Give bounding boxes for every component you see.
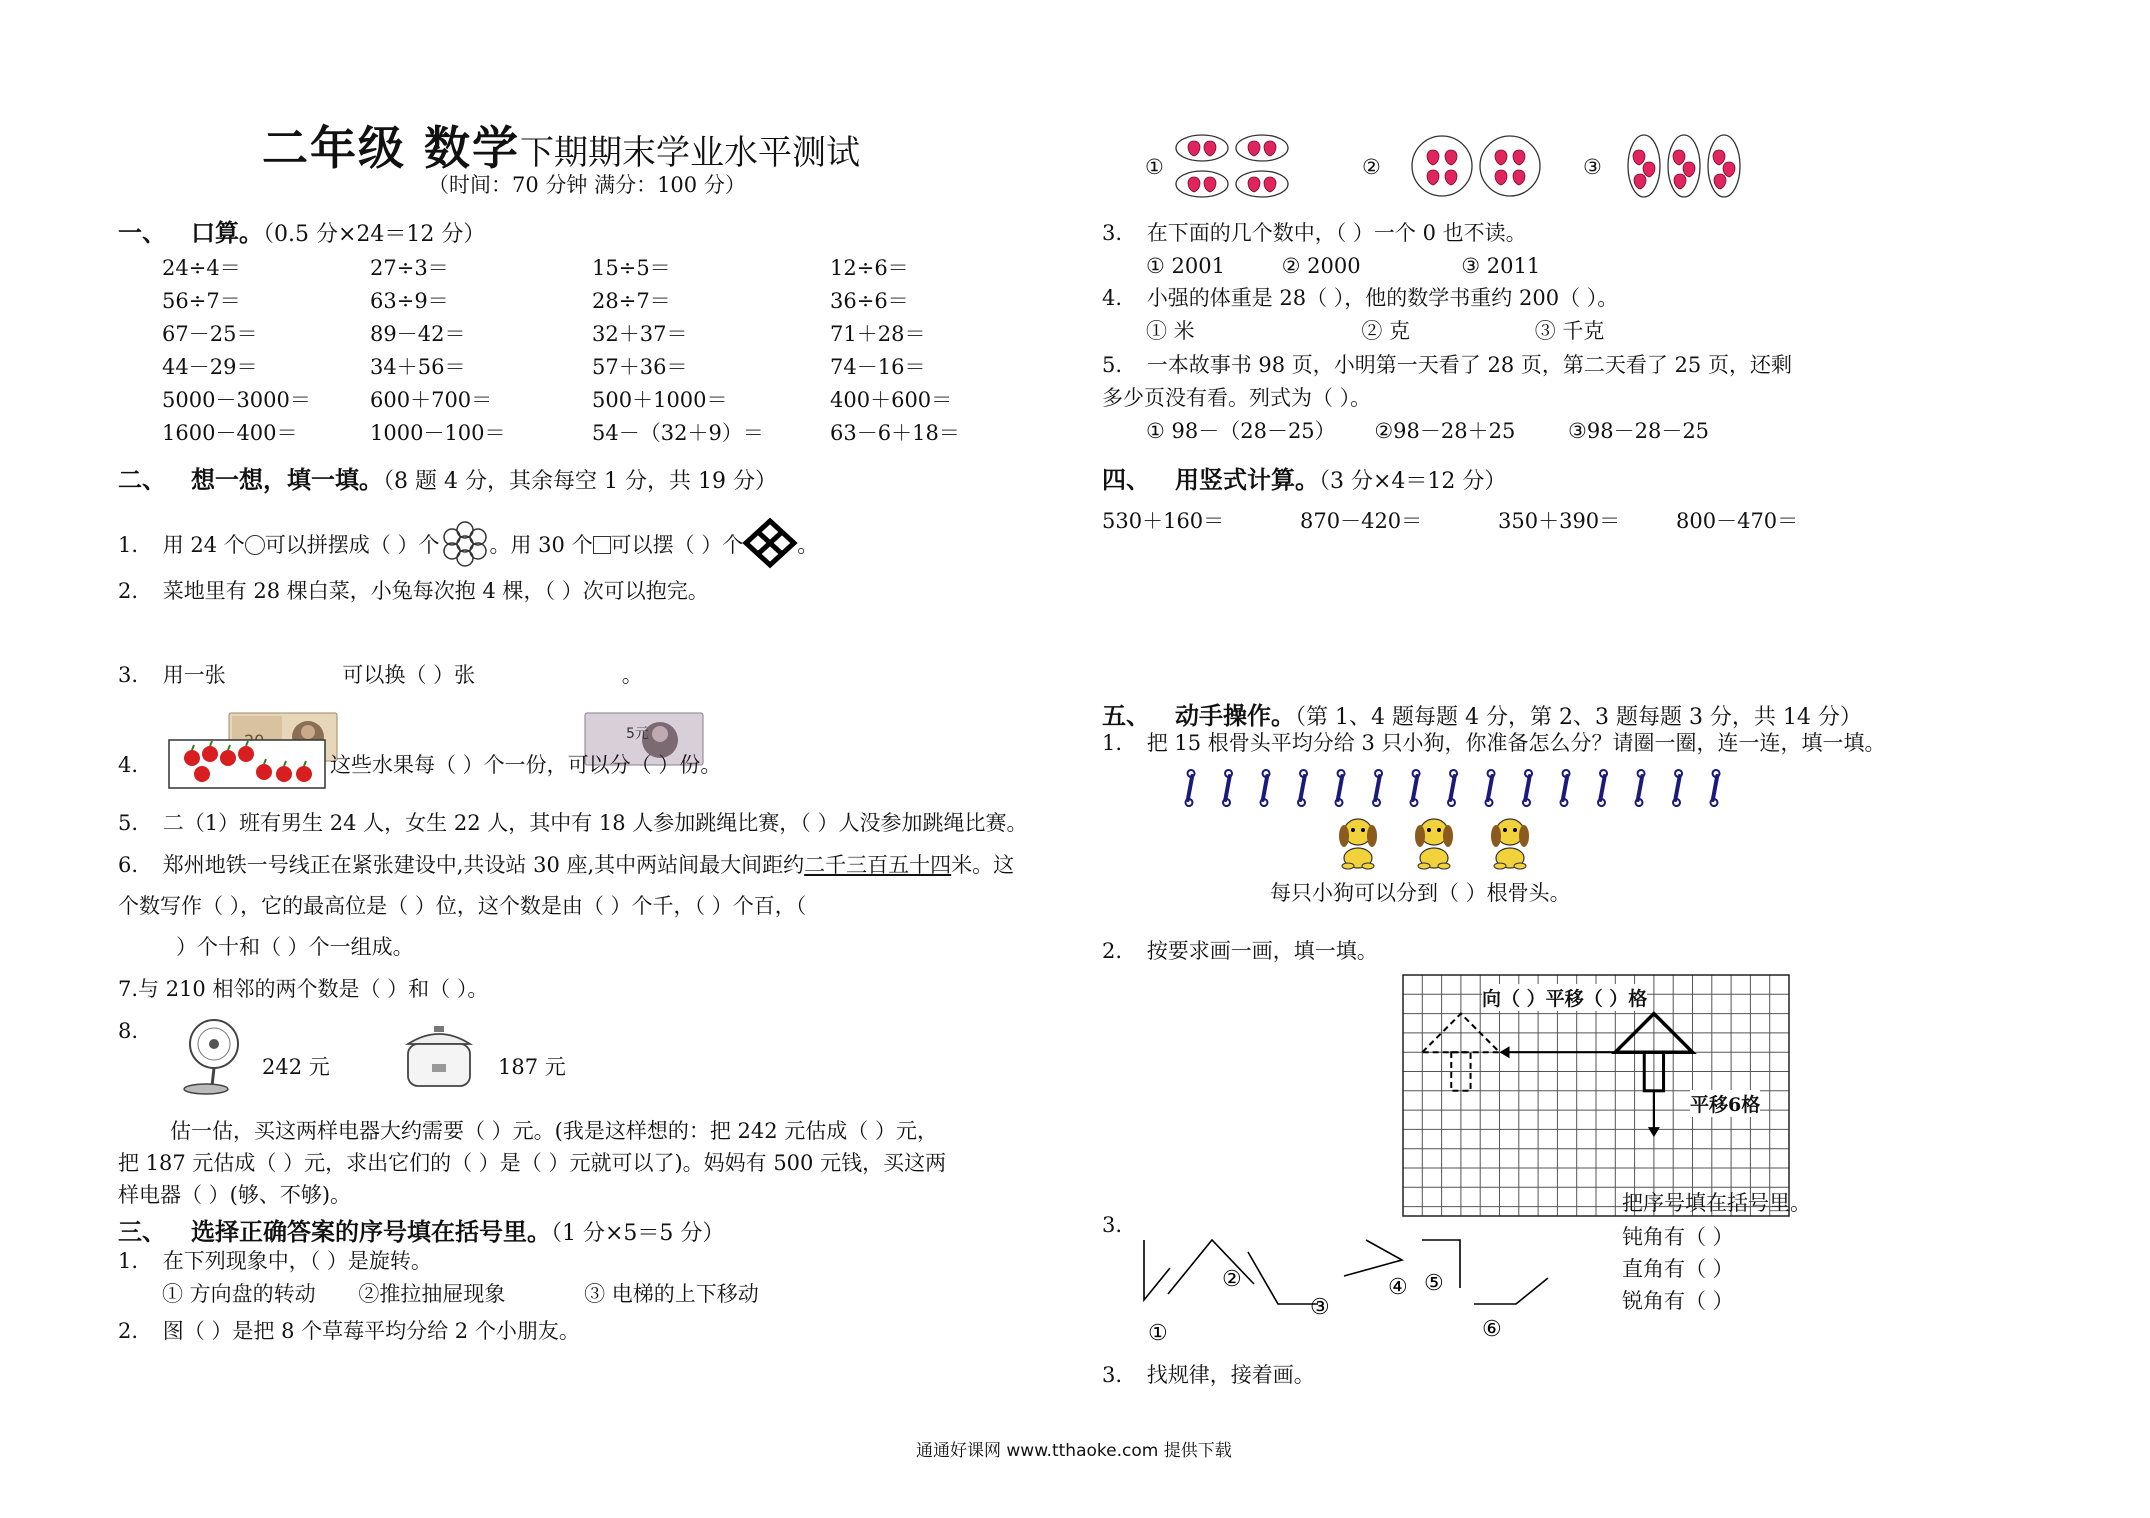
section-3-heading — [118, 1212, 724, 1247]
s3-q5 — [1102, 352, 1792, 378]
banknote-5-value: 5元 — [626, 726, 649, 742]
s5-q1 — [1102, 730, 1886, 756]
oral-calc-item: 1600－400＝ — [162, 421, 298, 445]
oral-calc-item: 36÷6＝ — [830, 289, 909, 313]
s2-q1-e: 。 — [797, 533, 819, 557]
s2-q1-num: 1. — [118, 533, 139, 557]
grid-direction-label: 向（ ）平移（ ）格 — [1482, 984, 1647, 1011]
knot-shape-icon — [743, 518, 797, 568]
group-ellipse — [1412, 136, 1472, 196]
s3-q1-opt2: ②推拉抽屉现象 — [358, 1282, 506, 1306]
bone-icon — [1702, 769, 1728, 807]
oral-calc-item: 5000－3000＝ — [162, 388, 311, 412]
oral-calc-item: 24÷4＝ — [162, 256, 241, 280]
fan-image — [172, 1016, 252, 1096]
angle-label: ② — [1222, 1267, 1242, 1292]
bone-icon — [1364, 769, 1390, 807]
s3-q5-text: 一本故事书 98 页，小明第一天看了 28 页，第二天看了 25 页，还剩 — [1146, 353, 1792, 377]
oral-calc-item: 71＋28＝ — [830, 322, 926, 346]
s3-q4-text: 小强的体重是 28（ ），他的数学书重约 200（ ）。 — [1146, 286, 1619, 310]
s2-q7: 7.与 210 相邻的两个数是（ ）和（ ）。 — [118, 977, 489, 1001]
bone-icon — [1177, 769, 1203, 807]
circle-shape-icon — [245, 535, 265, 555]
s3-q4-opt3: ③ 千克 — [1534, 319, 1605, 343]
angle-label: ③ — [1310, 1295, 1330, 1320]
angle-label: ⑤ — [1424, 1271, 1444, 1296]
oral-calc-item: 67－25＝ — [162, 322, 258, 346]
bone-icon — [1589, 769, 1615, 807]
price-fan: 242 元 — [262, 1055, 330, 1079]
title-main: 二年级 数学 — [262, 121, 521, 175]
angle-3 — [1248, 1252, 1318, 1304]
angle-label: ④ — [1388, 1275, 1408, 1300]
angle-6 — [1474, 1278, 1548, 1304]
s3-q5-num: 5. — [1102, 353, 1123, 377]
bone-icon — [1252, 769, 1278, 807]
s3-q3-opt2: ② 2000 — [1281, 254, 1361, 278]
angle-4 — [1344, 1240, 1402, 1276]
oral-calc-item: 28÷7＝ — [592, 289, 671, 313]
s3-q2-text: 图（ ）是把 8 个草莓平均分给 2 个小朋友。 — [162, 1319, 580, 1343]
s3-q1-opt1: ① 方向盘的转动 — [162, 1282, 316, 1306]
s4-item-2: 870－420＝ — [1300, 509, 1423, 533]
s2-q2-text: 菜地里有 28 棵白菜，小兔每次抱 4 棵，（ ）次可以抱完。 — [162, 579, 709, 603]
s3-q1-text: 在下列现象中，（ ）是旋转。 — [162, 1249, 432, 1273]
oral-calc-item: 12÷6＝ — [830, 256, 909, 280]
s5-q1-answer: 每只小狗可以分到（ ）根骨头。 — [1270, 881, 1571, 905]
s4-item-4: 800－470＝ — [1676, 509, 1799, 533]
s3-q5-options — [1146, 418, 1709, 444]
s3-q2-opt3: ③ — [1583, 155, 1602, 179]
section-2-title: 想一想，填一填。 — [191, 466, 383, 494]
section-3-num: 三、 — [118, 1218, 166, 1246]
s3-q4-num: 4. — [1102, 286, 1123, 310]
s3-q2-opt1: ① — [1145, 155, 1164, 179]
s2-q6-underlined: 二千三百五十四 — [804, 853, 952, 877]
oral-calc-item: 34＋56＝ — [370, 355, 466, 379]
oral-calc-item: 400＋600＝ — [830, 388, 953, 412]
s2-q6-num: 6. — [118, 853, 139, 877]
oral-calc-item: 600＋700＝ — [370, 388, 493, 412]
s5-q2-num: 2. — [1102, 939, 1123, 963]
section-1-title: 口算。 — [191, 219, 263, 247]
s3-q1-opt3: ③ 电梯的上下移动 — [584, 1282, 759, 1306]
square-shape-icon — [593, 536, 611, 554]
dog-icon — [1339, 819, 1377, 869]
s2-q6-b: 米。这 — [951, 853, 1015, 877]
strawberry-groups-image — [1170, 128, 1730, 208]
s2-q1-d: 可以摆（ ）个 — [610, 533, 744, 557]
oral-calc-item: 27÷3＝ — [370, 256, 449, 280]
s2-q8-line2: 把 187 元估成（ ）元，求出它们的（ ）是（ ）元就可以了)。妈妈有 500 元钱，买这两 — [118, 1151, 947, 1175]
s2-q4-text: 这些水果每（ ）个一份，可以分（ ）份。 — [330, 753, 722, 777]
apples-image — [168, 736, 328, 790]
s2-q6-a: 郑州地铁一号线正在紧张建设中,共设站 30 座,其中两站间最大间距约 — [162, 853, 805, 877]
section-1-note: （0.5 分×24＝12 分） — [263, 222, 486, 247]
oral-calc-item: 74－16＝ — [830, 355, 926, 379]
s2-q6-line1 — [118, 852, 1014, 878]
s3-q3-num: 3. — [1102, 221, 1123, 245]
s3-q3 — [1102, 220, 1527, 246]
bone-icon — [1327, 769, 1353, 807]
oral-calc-item: 63－6＋18＝ — [830, 421, 960, 445]
s2-q1 — [118, 518, 818, 568]
s2-q1-c: 。用 30 个 — [489, 533, 593, 557]
bone-icon — [1627, 769, 1653, 807]
translate-left-arrowhead — [1500, 1046, 1510, 1058]
section-2-note: （8 题 4 分，其余每空 1 分，共 19 分） — [383, 469, 777, 494]
page-title — [262, 112, 860, 178]
section-1-heading — [118, 213, 485, 248]
s3-q5-text2: 多少页没有看。列式为（ ）。 — [1102, 386, 1372, 410]
s2-q6-line2: 个数写作（ ），它的最高位是（ ）位，这个数是由（ ）个千，（ ）个百，（ — [118, 894, 807, 918]
group-ellipse — [1176, 135, 1228, 161]
s5-q3b-text: 找规律，接着画。 — [1146, 1363, 1315, 1387]
s5-q2-text: 按要求画一画，填一填。 — [1146, 939, 1378, 963]
s2-q3-b: 可以换（ ）张 — [342, 663, 476, 687]
s2-q6-line3: ）个十和（ ）个一组成。 — [176, 935, 414, 959]
oral-calc-item: 32＋37＝ — [592, 322, 688, 346]
s3-q4 — [1102, 285, 1618, 311]
oral-calc-item: 500＋1000＝ — [592, 388, 728, 412]
s2-q5-text: 二（1）班有男生 24 人，女生 22 人，其中有 18 人参加跳绳比赛，（ ）人没参加跳绳比赛。 — [162, 811, 1028, 835]
price-cooker: 187 元 — [498, 1055, 566, 1079]
oral-calc-item: 1000－100＝ — [370, 421, 506, 445]
s5-q3-right: 直角有（ ） — [1622, 1257, 1734, 1281]
s2-q5-num: 5. — [118, 811, 139, 835]
s3-q5-opt2: ②98－28＋25 — [1374, 419, 1516, 443]
bone-icon — [1552, 769, 1578, 807]
dogs-image — [1318, 812, 1538, 872]
s2-q3-num: 3. — [118, 663, 139, 687]
s3-q3-opt1: ① 2001 — [1146, 254, 1225, 278]
section-3-note: （1 分×5＝5 分） — [551, 1221, 725, 1246]
angles-figure — [1130, 1238, 1580, 1348]
section-1-num: 一、 — [118, 219, 166, 247]
section-4-heading — [1102, 460, 1506, 495]
angle-label: ① — [1148, 1321, 1168, 1346]
angle-label: ⑥ — [1482, 1317, 1502, 1342]
s5-q3b-num: 3. — [1102, 1363, 1123, 1387]
oral-calc-item: 63÷9＝ — [370, 289, 449, 313]
subtitle: （时间：70 分钟 满分：100 分） — [428, 173, 746, 197]
s5-q3-instruction: 把序号填在括号里。 — [1622, 1191, 1811, 1215]
s3-q3-options — [1146, 253, 1540, 279]
bone-icon — [1514, 769, 1540, 807]
s3-q2-num: 2. — [118, 1319, 139, 1343]
oral-calc-item: 54－（32＋9）＝ — [592, 421, 764, 445]
group-ellipse — [1176, 171, 1228, 197]
s3-q1-num: 1. — [118, 1249, 139, 1273]
s2-q5 — [118, 810, 1027, 836]
section-2-heading — [118, 460, 777, 495]
bone-icon — [1664, 769, 1690, 807]
s2-q4-num: 4. — [118, 753, 139, 777]
oral-calc-item: 57＋36＝ — [592, 355, 688, 379]
s2-q3 — [118, 662, 643, 688]
s3-q2-opt2: ② — [1362, 155, 1381, 179]
translate-down-arrowhead — [1648, 1127, 1660, 1137]
bone-icon — [1402, 769, 1428, 807]
s2-q1-b: 可以拼摆成（ ）个 — [264, 533, 440, 557]
oral-calc-item: 89－42＝ — [370, 322, 466, 346]
s5-q3-num: 3. — [1102, 1213, 1123, 1237]
s4-item-3: 350＋390＝ — [1498, 509, 1621, 533]
bone-icon — [1214, 769, 1240, 807]
group-ellipse — [1236, 135, 1288, 161]
s3-q2 — [118, 1318, 580, 1344]
s2-q2-num: 2. — [118, 579, 139, 603]
section-4-num: 四、 — [1102, 466, 1150, 494]
s2-q3-c: 。 — [621, 663, 643, 687]
s3-q4-opt2: ② 克 — [1361, 319, 1411, 343]
bone-icon — [1439, 769, 1465, 807]
section-5-heading — [1102, 696, 1862, 731]
s3-q5-opt3: ③98－28－25 — [1568, 419, 1710, 443]
s2-q8-num: 8. — [118, 1019, 139, 1043]
s3-q3-opt3: ③ 2011 — [1461, 254, 1541, 278]
section-3-title: 选择正确答案的序号填在括号里。 — [191, 1218, 551, 1246]
s3-q4-options — [1146, 318, 1604, 344]
dog-icon — [1415, 819, 1453, 869]
s3-q1 — [118, 1248, 432, 1274]
oral-calc-item: 44－29＝ — [162, 355, 258, 379]
footer: 通通好课网 www.tthaoke.com 提供下载 — [916, 1441, 1232, 1461]
dog-icon — [1491, 819, 1529, 869]
bones-image — [1172, 764, 1732, 814]
s3-q4-opt1: ① 米 — [1146, 319, 1195, 343]
s2-q8-line1: 估一估，买这两样电器大约需要（ ）元。(我是这样想的：把 242 元估成（ ）元， — [170, 1119, 938, 1143]
s5-q1-num: 1. — [1102, 731, 1123, 755]
s2-q3-a: 用一张 — [162, 663, 226, 687]
s2-q1-a: 用 24 个 — [162, 533, 245, 557]
s4-item-1: 530＋160＝ — [1102, 509, 1225, 533]
s5-q3b — [1102, 1362, 1315, 1388]
group-ellipse — [1236, 171, 1288, 197]
s5-q1-text: 把 15 根骨头平均分给 3 只小狗，你准备怎么分？请圈一圈，连一连，填一填。 — [1146, 731, 1886, 755]
section-4-note: （3 分×4＝12 分） — [1319, 469, 1507, 494]
s5-q2 — [1102, 938, 1378, 964]
s3-q1-options — [162, 1281, 759, 1307]
title-rest: 下期期末学业水平测试 — [520, 133, 861, 173]
section-4-title: 用竖式计算。 — [1175, 466, 1319, 494]
s5-q3-acute: 锐角有（ ） — [1622, 1289, 1734, 1313]
s2-q8-line3: 样电器（ ）(够、不够)。 — [118, 1183, 352, 1207]
bone-icon — [1289, 769, 1315, 807]
section-5-title: 动手操作。 — [1175, 702, 1295, 730]
s3-q5-opt1: ① 98－（28－25） — [1146, 419, 1336, 443]
s3-q3-text: 在下面的几个数中，（ ）一个 0 也不读。 — [1146, 221, 1527, 245]
section-2-num: 二、 — [118, 466, 166, 494]
group-ellipse — [1480, 136, 1540, 196]
s2-q2 — [118, 578, 709, 604]
rice-cooker-image — [400, 1020, 478, 1096]
section-5-note: （第 1、4 题每题 4 分，第 2、3 题每题 3 分，共 14 分） — [1295, 705, 1862, 730]
flower-shape-icon — [440, 522, 490, 566]
s5-q3-blunt: 钝角有（ ） — [1622, 1225, 1734, 1249]
oral-calc-item: 15÷5＝ — [592, 256, 671, 280]
section-5-num: 五、 — [1102, 702, 1150, 730]
angle-1 — [1144, 1240, 1170, 1300]
oral-calc-item: 56÷7＝ — [162, 289, 241, 313]
grid-down-label: 平移6格 — [1690, 1090, 1760, 1117]
bone-icon — [1477, 769, 1503, 807]
